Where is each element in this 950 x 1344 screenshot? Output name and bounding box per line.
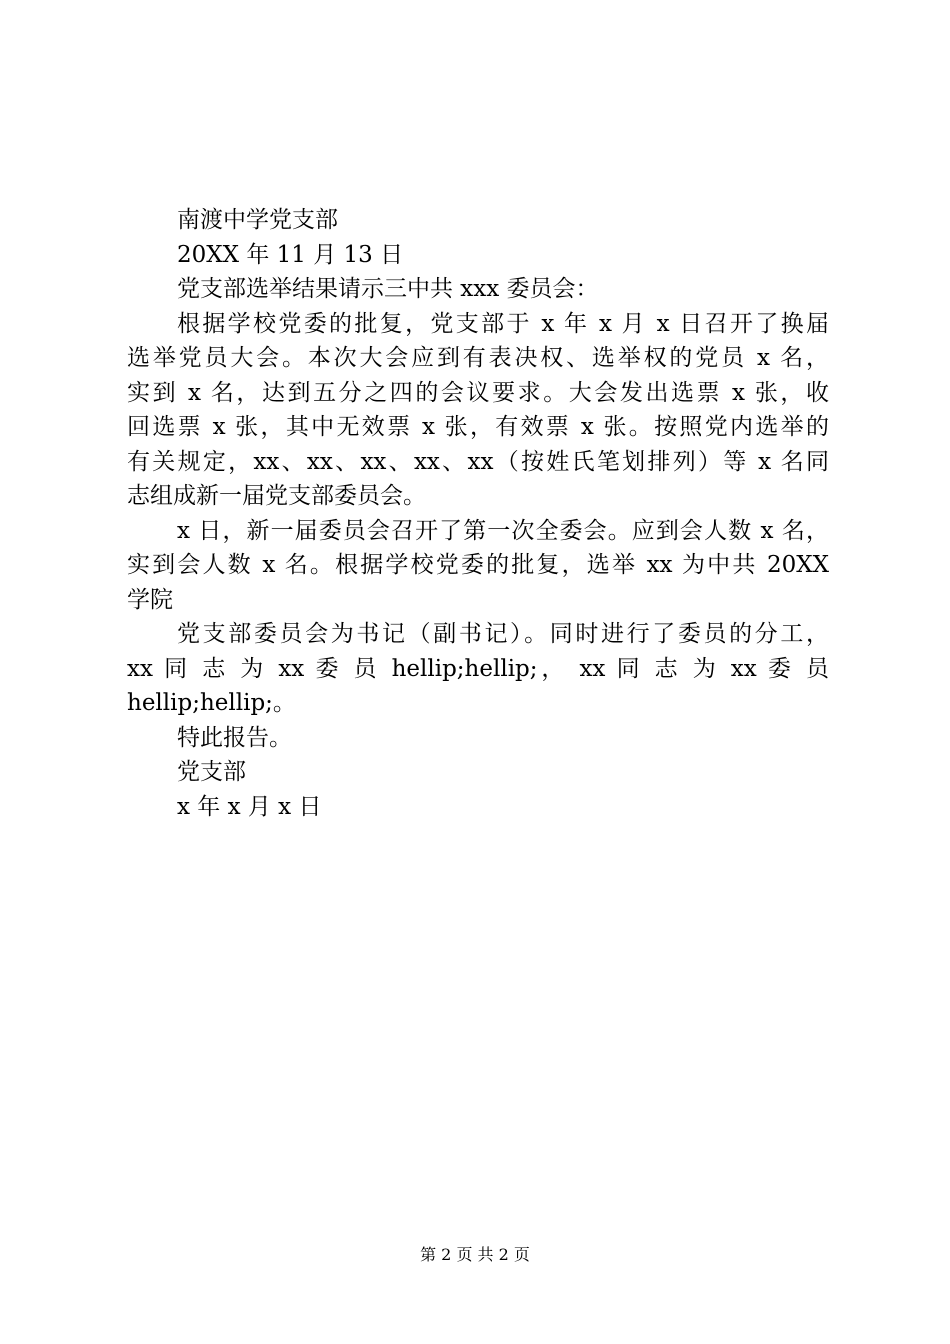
paragraph-line: xx 同 志 为 xx 委 员 hellip;hellip;， xx 同 志 为 xx 委 员 xyxy=(127,655,829,682)
paragraph-first-meeting xyxy=(127,514,829,618)
paragraph-line: 党支部委员会为书记（副书记）。同时进行了委员的分工， xyxy=(177,621,829,647)
paragraph-line: 有关规定，xx、xx、xx、xx、xx（按姓氏笔划排列）等 x 名同 xyxy=(127,448,829,475)
paragraph-line: x 日，新一届委员会召开了第一次全委会。应到会人数 x 名， xyxy=(177,517,829,544)
paragraph-line: 根据学校党委的批复，党支部于 x 年 x 月 x 日召开了换届 xyxy=(177,310,829,337)
document-title: 党支部选举结果请示三中共 xxx 委员会： xyxy=(177,276,599,302)
paragraph-line: 实到会人数 x 名。根据学校党委的批复，选举 xx 为中共 20XX xyxy=(127,552,829,578)
paragraph-division-of-duties xyxy=(127,617,829,721)
organization-name: 南渡中学党支部 xyxy=(177,207,338,233)
signature-date: x 年 x 月 x 日 xyxy=(177,793,322,820)
paragraph-line: 选举党员大会。本次大会应到有表决权、选举权的党员 x 名， xyxy=(127,345,829,371)
document-date: 20XX 年 11 月 13 日 xyxy=(177,241,404,268)
paragraph-line: hellip;hellip;。 xyxy=(127,690,296,716)
signature: 党支部 xyxy=(177,759,246,785)
closing-report: 特此报告。 xyxy=(177,724,292,751)
page-number: 第 2 页 共 2 页 xyxy=(420,1245,530,1264)
paragraph-line: 学院 xyxy=(127,586,173,613)
paragraph-election-result xyxy=(127,307,829,514)
paragraph-line: 实到 x 名，达到五分之四的会议要求。大会发出选票 x 张，收 xyxy=(127,379,829,406)
document-body xyxy=(127,203,829,824)
paragraph-line: 志组成新一届党支部委员会。 xyxy=(127,483,426,509)
paragraph-line: 回选票 x 张，其中无效票 x 张，有效票 x 张。按照党内选举的 xyxy=(127,414,829,440)
